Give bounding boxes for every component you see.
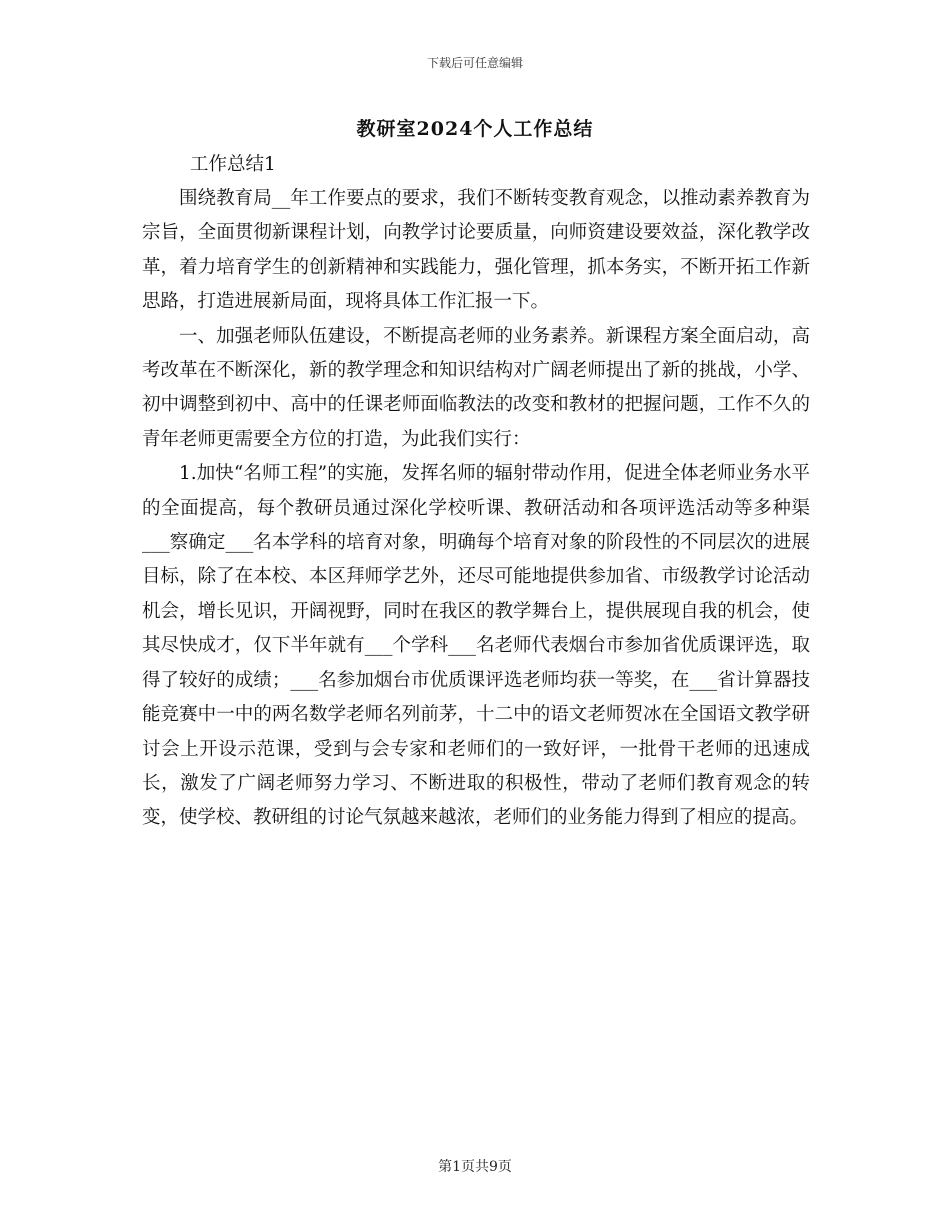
paragraph-item-one: 1.加快“名师工程”的实施，发挥名师的辐射带动作用，促进全体老师业务水平的全面提高，每个教研员通过深化学校听课、教研活动和各项评选活动等多种渠___察确定___名本学科的培育对象，明确每个培育对象的阶段性的不同层次的进展目标，除了在本校、本区拜师学艺外，还尽可能地提供参加省、市级教学讨论活动机会，增长见识，开阔视野，同时在我区的教学舞台上，提供展现自我的机会，使其尽快成才，仅下半年就有___个学科___名老师代表烟台市参加省优质课评选，取得了较好的成绩；___名参加烟台市优质课评选老师均获一等奖，在___省计算器技能竞赛中一中的两名数学老师名列前茅，十二中的语文老师贺冰在全国语文教学研讨会上开设示范课，受到与会专家和老师们的一致好评，一批骨干老师的迅速成长，激发了广阔老师努力学习、不断进取的积极性，带动了老师们教育观念的转变，使学校、教研组的讨论气氛越来越浓，老师们的业务能力得到了相应的提高。: [142, 463, 810, 829]
document-title: 教研室2024个人工作总结: [356, 118, 594, 140]
page-number: 第1页共9页: [438, 1159, 512, 1175]
page-header-note: 下载后可任意编辑: [426, 56, 523, 70]
section-heading: 工作总结1: [190, 154, 276, 175]
document-body: [142, 182, 810, 836]
paragraph-section-one: 一、加强老师队伍建设，不断提高老师的业务素养。新课程方案全面启动，高考改革在不断深化，新的教学理念和知识结构对广阔老师提出了新的挑战，小学、初中调整到初中、高中的任课老师面临教法的改变和教材的把握问题，工作不久的青年老师更需要全方位的打造，为此我们实行：: [142, 325, 810, 450]
paragraph-intro: 围绕教育局__年工作要点的要求，我们不断转变教育观念，以推动素养教育为宗旨，全面贯彻新课程计划，向教学讨论要质量，向师资建设要效益，深化教学改革，着力培育学生的创新精神和实践能力，强化管理，抓本务实，不断开拓工作新思路，打造进展新局面，现将具体工作汇报一下。: [142, 188, 810, 313]
